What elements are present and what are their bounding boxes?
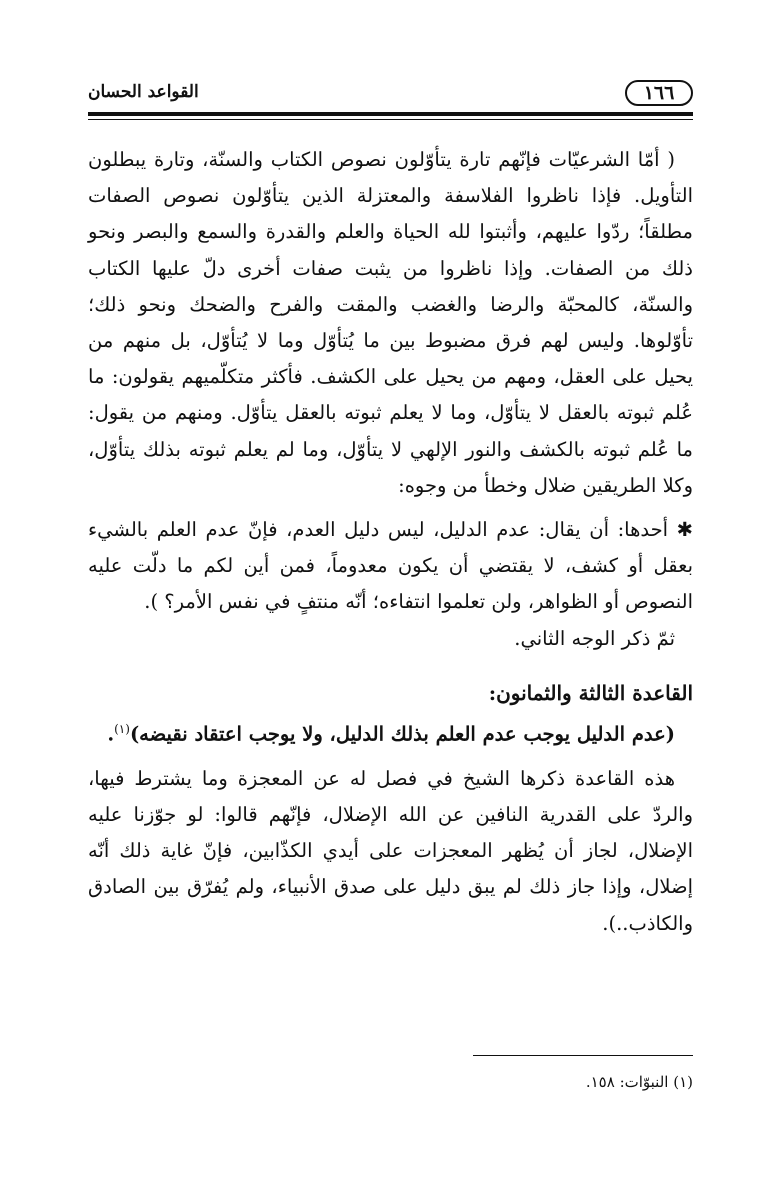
rule-heading: القاعدة الثالثة والثمانون: — [488, 680, 693, 705]
rule-statement-end: . — [107, 722, 115, 746]
footnote-separator — [473, 1055, 693, 1056]
header-rule-thin — [88, 119, 693, 120]
paragraph-second-aspect: ثمّ ذكر الوجه الثاني. — [514, 626, 675, 650]
page-number: ١٦٦ — [625, 80, 693, 106]
paragraph-quote-shariyyat: ( أمّا الشرعيّات فإنّهم تارة يتأوّلون نصوص الكتاب والسنّة، وتارة يبطلون التأويل. فإذا ناظروا الفلاسفة والمعتزلة الذين يتأوّلون نصوص الصفات مطلقاً؛ ردّوا عليهم، وأثبتوا لله الحياة والعلم والقدرة والسمع والبصر ونحو ذلك من الصفات. وإذا ناظروا من يثبت صفات أخرى دلّ عليها الكتاب والسنّة، كالمحبّة والرضا والغضب والمقت والفرح والضحك ونحو ذلك؛ تأوّلوها. وليس لهم فرق مضبوط بين ما يُتأوّل وما لا يُتأوّل، بل منهم من يحيل على العقل، ومهم من يحيل على الكشف. فأكثر متكلّميهم يقولون: ما عُلم ثبوته بالعقل لا يتأوّل، وما لا يعلم ثبوته بالعقل يتأوّل. ومنهم من يقول: ما عُلم ثبوته بالكشف والنور الإلهي لا يتأوّل، وما لم يعلم ثبوته بذلك يتأوّل، وكلا الطريقين ضلال وخطأ من وجوه: — [88, 148, 693, 497]
rule-statement-text: (عدم الدليل يوجب عدم العلم بذلك الدليل، ولا يوجب اعتقاد نقيضه) — [129, 722, 675, 746]
paragraph-rule-explanation: هذه القاعدة ذكرها الشيخ في فصل له عن المعجزة وما يشترط فيها، والردّ على القدرية النافين عن الله الإضلال، فإنّهم قالوا: لو جوّزنا عليه الإضلال، لجاز أن يُظهر المعجزات على أيدي الكذّابين، فإنّ غاية ذلك أنّه إضلال، وإذا جاز ذلك لم يبق دليل على صدق الأنبياء، ولم يُفرّق بين الصادق والكاذب..). — [88, 766, 693, 935]
header-rule-thick — [88, 112, 693, 116]
spacer — [88, 753, 693, 761]
spacer — [88, 504, 693, 512]
paragraph-first-aspect: ✱ أحدها: أن يقال: عدم الدليل، ليس دليل العدم، فإنّ عدم العلم بالشيء بعقل أو كشف، لا يقتضي أن يكون معدوماً، فمن أين لكم ما دلّت عليه النصوص أو الظواهر، ولن تعلموا انتفاءه؛ أنّه منتفٍ في نفس الأمر؟ ). — [88, 518, 693, 614]
body-text — [88, 142, 693, 942]
running-header — [88, 80, 693, 110]
footnote-reference: (١) — [114, 722, 130, 737]
spacer — [88, 657, 693, 675]
running-title: القواعد الحسان — [88, 82, 199, 102]
footnote: (١) النبوّات: ١٥٨. — [585, 1073, 693, 1091]
rule-statement — [88, 711, 693, 753]
